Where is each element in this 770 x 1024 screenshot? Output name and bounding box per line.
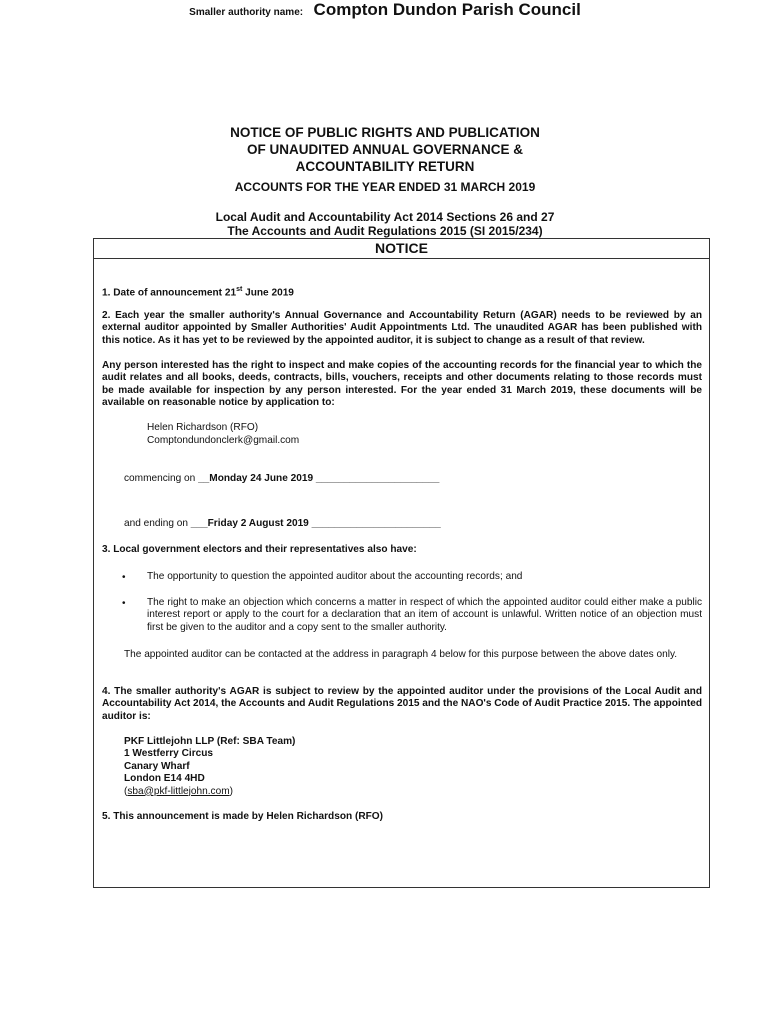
date-prefix: 1. Date of announcement 21 bbox=[102, 287, 237, 299]
ending-date bbox=[124, 518, 684, 530]
agar-review-paragraph: 2. Each year the smaller authority's Annual Governance and Accountability Return (AGAR) needs to be reviewed by an external auditor appointed by Smaller Authorities' Audit Appointments Ltd. The unaudited AGAR has been published with this notice. As it has yet to be reviewed by the appointed auditor, it is subject to change as a result of that review. bbox=[102, 310, 702, 346]
bullet-icon: • bbox=[122, 572, 126, 583]
notice-title bbox=[0, 124, 770, 175]
contact-email[interactable]: Comptondundonclerk@gmail.com bbox=[147, 435, 300, 446]
notice-heading: NOTICE bbox=[94, 239, 709, 259]
date-suffix-sup: st bbox=[236, 286, 243, 293]
electors-rights-heading: 3. Local government electors and their representatives also have: bbox=[102, 544, 417, 555]
commencing-date bbox=[124, 473, 684, 485]
auditor-contact-note: The appointed auditor can be contacted at the address in paragraph 4 below for this purpose between the above dates only. bbox=[124, 649, 678, 660]
title-line: OF UNAUDITED ANNUAL GOVERNANCE & bbox=[246, 142, 523, 157]
title-line: ACCOUNTABILITY RETURN bbox=[295, 159, 475, 174]
regs-line: The Accounts and Audit Regulations 2015 (SI 2015/234) bbox=[227, 224, 543, 238]
inspection-rights-paragraph: Any person interested has the right to inspect and make copies of the accounting records for the financial year to which the audit relates and all books, deeds, contracts, bills, vouchers, receipts and other documents relating to those records must be made available for inspection by any person interested. For the year ended 31 March 2019, these documents will be available on reasonable notice by application to: bbox=[102, 360, 702, 409]
commencing-value: __Monday 24 June 2019 ______________________ bbox=[198, 473, 440, 484]
auditor-email-line: (sba@pkf-littlejohn.com) bbox=[124, 785, 234, 797]
auditor-address-line: Canary Wharf bbox=[124, 760, 190, 772]
accounts-year: ACCOUNTS FOR THE YEAR ENDED 31 MARCH 2019 bbox=[234, 180, 536, 194]
title-line: NOTICE OF PUBLIC RIGHTS AND PUBLICATION bbox=[230, 125, 540, 140]
auditor-address-line: London E14 4HD bbox=[124, 773, 205, 785]
ending-label: and ending on bbox=[124, 518, 191, 529]
auditor-address bbox=[124, 736, 524, 798]
contact-name: Helen Richardson (RFO) bbox=[147, 422, 259, 433]
bullet-objection-right: The right to make an objection which concerns a matter in respect of which the appointed auditor could either make a public interest report or apply to the court for a declaration that an item of account is unlawful. Written notice of an objection must first be given to the auditor and a copy sent to the smaller authority. bbox=[147, 597, 702, 633]
announcement-by: 5. This announcement is made by Helen Richardson (RFO) bbox=[102, 811, 383, 822]
auditor-address-line: PKF Littlejohn LLP (Ref: SBA Team) bbox=[124, 736, 296, 747]
date-month-year: June 2019 bbox=[242, 287, 294, 299]
authority-line bbox=[0, 0, 770, 20]
act-line: Local Audit and Accountability Act 2014 Sections 26 and 27 bbox=[215, 210, 555, 224]
bullet-question-auditor: The opportunity to question the appointed auditor about the accounting records; and bbox=[147, 571, 523, 582]
ending-value: ___Friday 2 August 2019 _______________________ bbox=[190, 518, 441, 529]
notice-box bbox=[93, 238, 710, 888]
authority-label: Smaller authority name: bbox=[189, 7, 304, 18]
commencing-label: commencing on bbox=[124, 473, 199, 484]
announcement-date bbox=[102, 284, 702, 300]
auditor-email-link[interactable]: sba@pkf-littlejohn.com bbox=[127, 785, 230, 797]
bullet-icon: • bbox=[122, 598, 126, 609]
agar-review-provisions: 4. The smaller authority's AGAR is subject to review by the appointed auditor under the provisions of the Local Audit and Accountability Act 2014, the Accounts and Audit Regulations 2015 and the NAO's Code of Audit Practice 2015. The appointed auditor is: bbox=[102, 686, 702, 722]
auditor-address-line: 1 Westferry Circus bbox=[124, 748, 214, 760]
authority-name: Compton Dundon Parish Council bbox=[313, 0, 581, 19]
